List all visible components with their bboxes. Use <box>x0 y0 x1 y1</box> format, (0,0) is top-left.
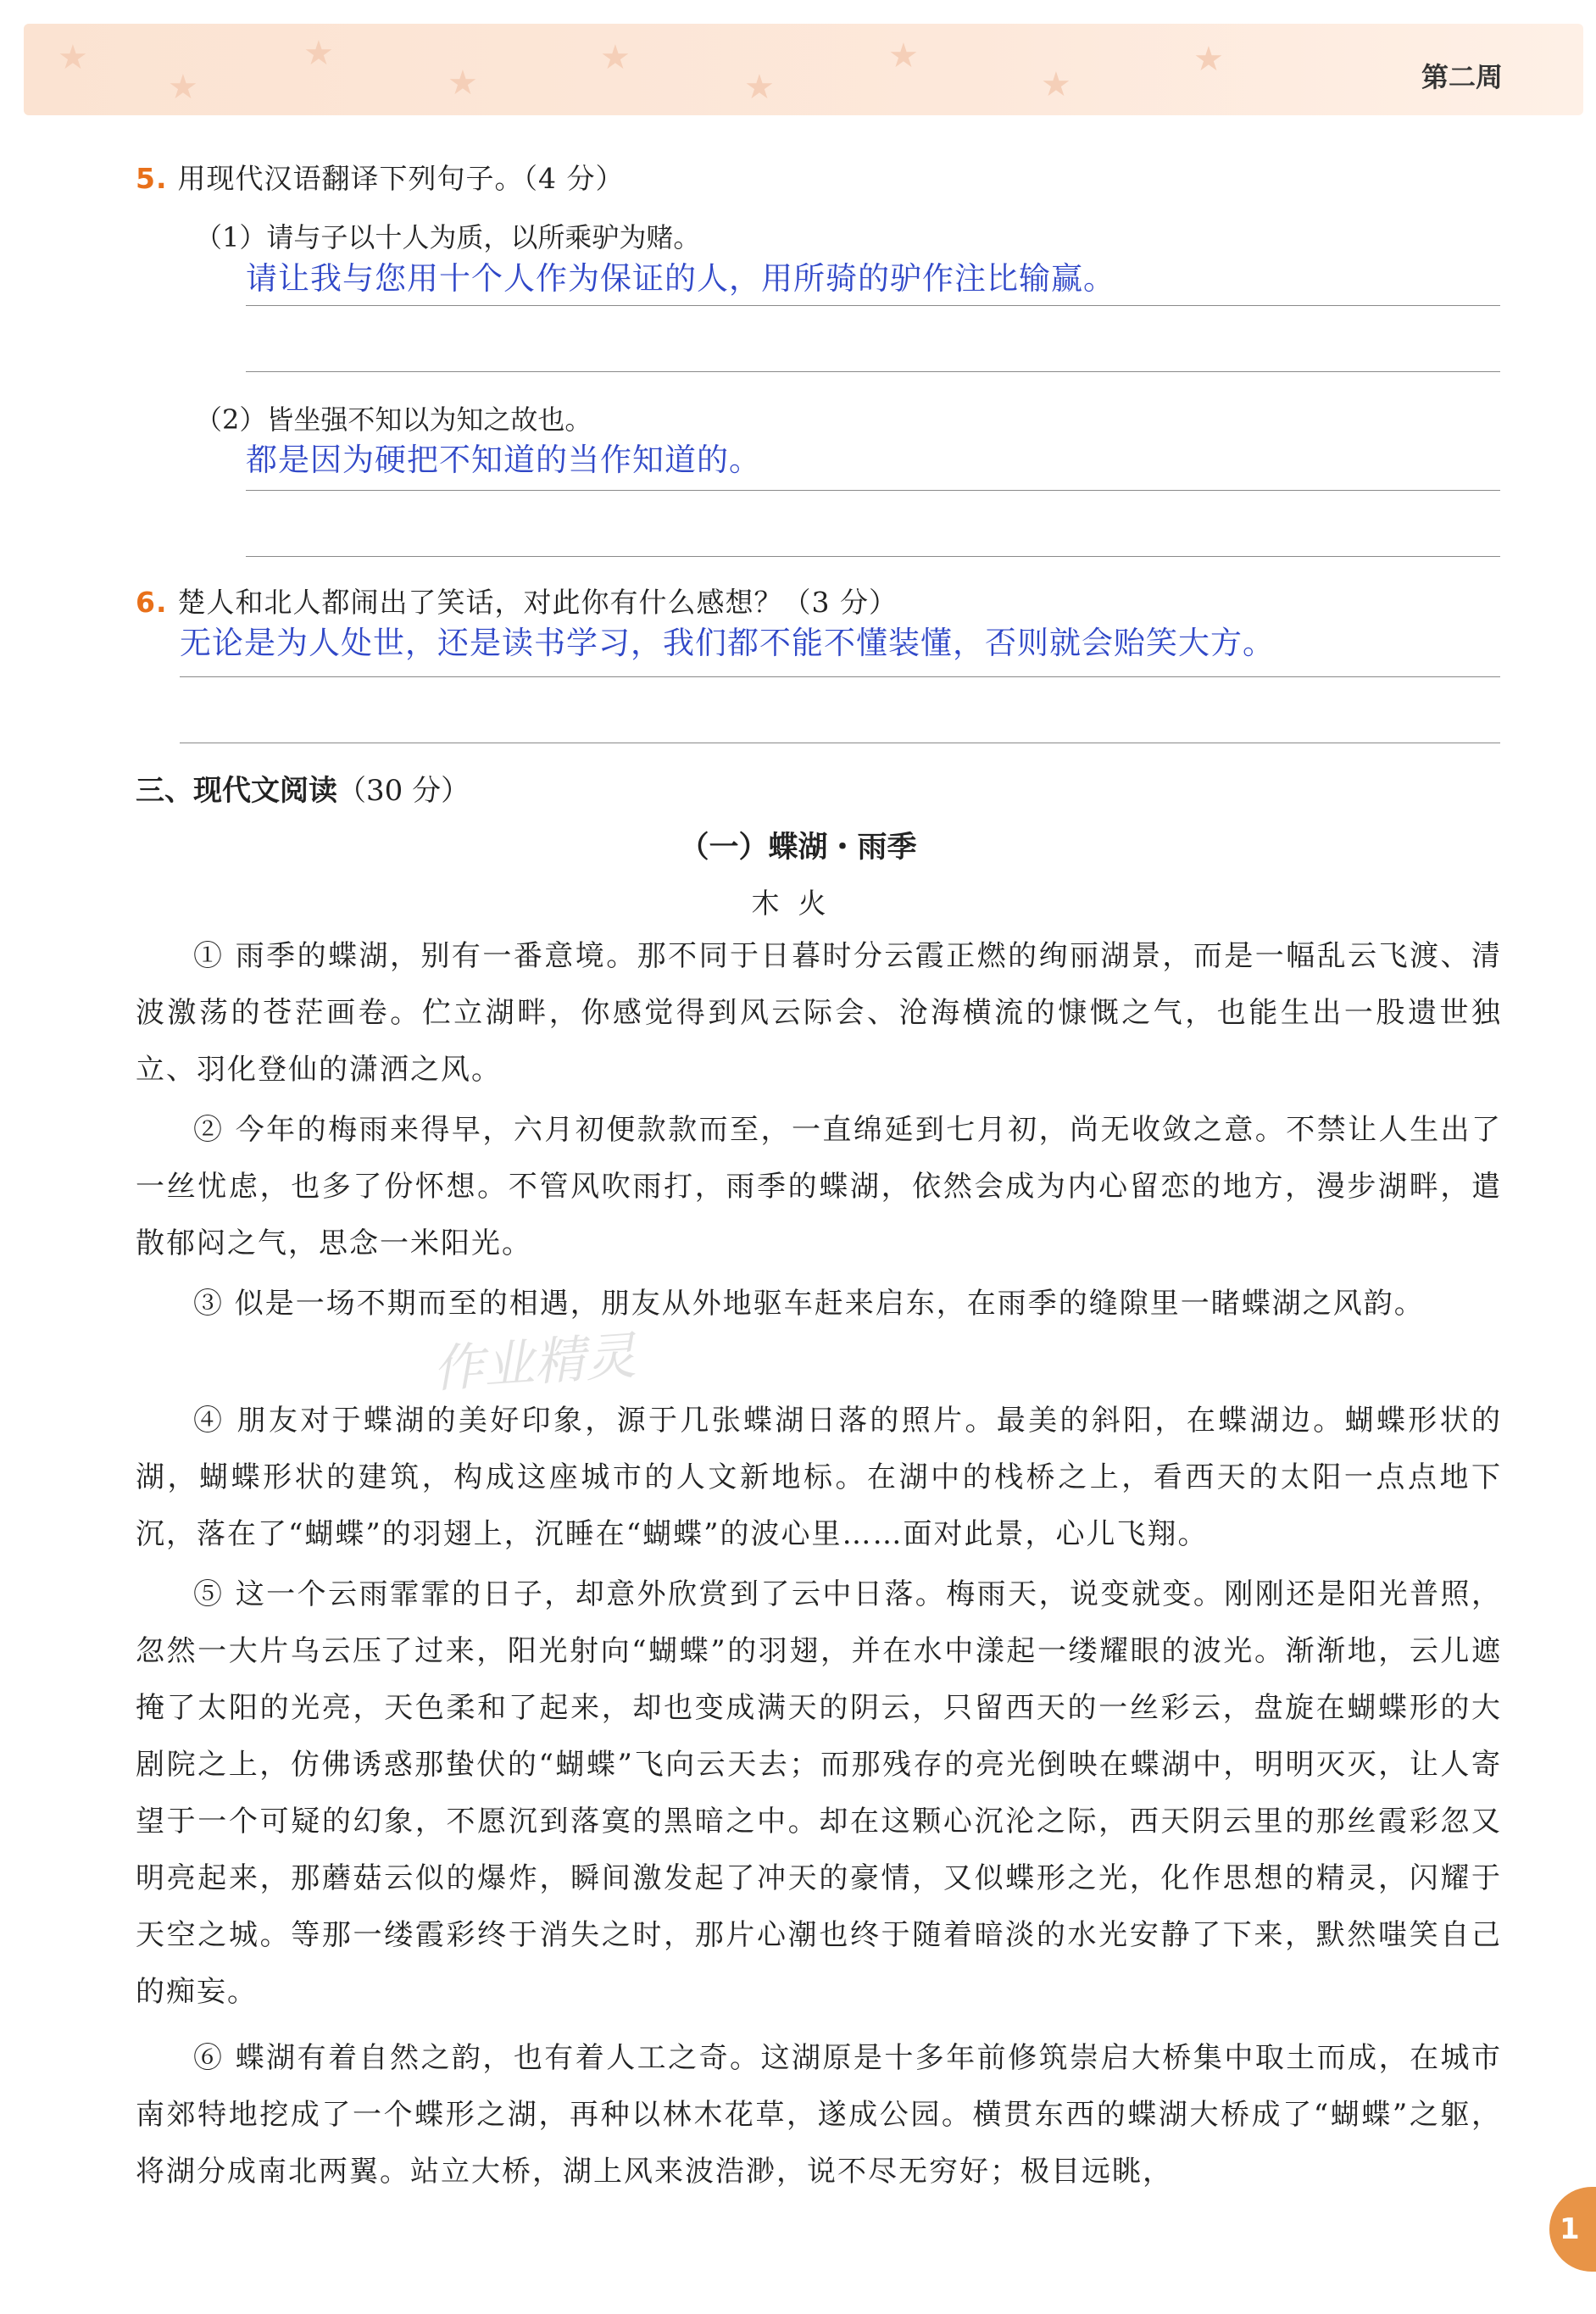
answer-text: 都是因为硬把不知道的当作知道的。 <box>246 442 761 478</box>
star-decoration: ★ <box>168 68 198 107</box>
sub-question-label: （1）请与子以十人为质，以所乘驴为赌。 <box>195 221 701 253</box>
star-decoration: ★ <box>744 68 775 107</box>
watermark: 作业精灵 <box>431 1326 638 1400</box>
star-decoration: ★ <box>448 64 478 103</box>
question-prompt: 楚人和北人都闹出了笑话，对此你有什么感想？（3 分） <box>177 586 898 619</box>
article-title: （一）蝶湖・雨季 <box>679 831 917 865</box>
question-prompt: 用现代汉语翻译下列句子。（4 分） <box>177 162 625 195</box>
answer-text: 无论是为人处世，还是读书学习，我们都不能不懂装懂，否则就会贻笑大方。 <box>180 625 1275 661</box>
answer-text: 请让我与您用十个人作为保证的人，用所骑的驴作注比输赢。 <box>246 260 1115 297</box>
star-decoration: ★ <box>58 38 88 77</box>
answer-line <box>246 371 1500 372</box>
paragraph: ④ 朋友对于蝶湖的美好印象，源于几张蝶湖日落的照片。最美的斜阳，在蝶湖边。蝴蝶形状的湖，蝴蝶形状的建筑，构成这座城市的人文新地标。在湖中的栈桥之上，看西天的太阳一点点地下沉，落在了“蝴蝶”的羽翅上，沉睡在“蝴蝶”的波心里……面对此景，心儿飞翔。 <box>136 1404 1502 1551</box>
star-decoration: ★ <box>1041 65 1071 104</box>
answer-line <box>180 676 1500 677</box>
page-number: 1 <box>1549 2187 1596 2272</box>
question-5 <box>136 157 625 197</box>
star-decoration: ★ <box>888 36 919 75</box>
star-decoration: ★ <box>600 38 631 77</box>
answer-line <box>246 490 1500 491</box>
question-number: 6. <box>136 586 168 619</box>
paragraph: ⑥ 蝶湖有着自然之韵，也有着人工之奇。这湖原是十多年前修筑崇启大桥集中取土而成，在城市南郊特地挖成了一个蝶形之湖，再种以林木花草，遂成公园。横贯东西的蝶湖大桥成了“蝴蝶”之躯，将湖分成南北两翼。站立大桥，湖上风来波浩渺，说不尽无穷好；极目远眺， <box>136 2041 1502 2189</box>
header-banner <box>24 24 1583 115</box>
question-number: 5. <box>136 162 168 195</box>
answer-line <box>246 305 1500 306</box>
paragraph: ⑤ 这一个云雨霏霏的日子，却意外欣赏到了云中日落。梅雨天，说变就变。刚刚还是阳光普照，忽然一大片乌云压了过来，阳光射向“蝴蝶”的羽翅，并在水中漾起一缕耀眼的波光。渐渐地，云儿遮掩了太阳的光亮，天色柔和了起来，却也变成满天的阴云，只留西天的一丝彩云，盘旋在蝴蝶形的大剧院之上，仿佛诱惑那蛰伏的“蝴蝶”飞向云天去；而那残存的亮光倒映在蝶湖中，明明灭灭，让人寄望于一个可疑的幻象，不愿沉到落寞的黑暗之中。却在这颗心沉沦之际，西天阴云里的那丝霞彩忽又明亮起来，那蘑菇云似的爆炸，瞬间激发起了冲天的豪情，又似蝶形之光，化作思想的精灵，闪耀于天空之城。等那一缕霞彩终于消失之时，那片心潮也终于随着暗淡的水光安静了下来，默然嗤笑自己的痴妄。 <box>136 1577 1502 2009</box>
question-6 <box>136 581 898 620</box>
paragraph: ② 今年的梅雨来得早，六月初便款款而至，一直绵延到七月初，尚无收敛之意。不禁让人生出了一丝忧虑，也多了份怀想。不管风吹雨打，雨季的蝶湖，依然会成为内心留恋的地方，漫步湖畔，遣散郁闷之气，思念一米阳光。 <box>136 1113 1502 1260</box>
section-label: 三、现代文阅读 <box>136 774 337 808</box>
article-author: 木火 <box>751 887 845 920</box>
answer-line <box>246 556 1500 557</box>
sub-question-label: （2）皆坐强不知以为知之故也。 <box>195 403 592 436</box>
section-heading <box>136 767 470 809</box>
star-decoration: ★ <box>303 34 334 73</box>
week-label: 第二周 <box>1421 61 1503 93</box>
paragraph: ③ 似是一场不期而至的相遇，朋友从外地驱车赶来启东，在雨季的缝隙里一睹蝶湖之风韵。 <box>193 1287 1425 1321</box>
paragraph: ① 雨季的蝶湖，别有一番意境。那不同于日暮时分云霞正燃的绚丽湖景，而是一幅乱云飞渡、清波激荡的苍茫画卷。伫立湖畔，你感觉得到风云际会、沧海横流的慷慨之气，也能生出一股遗世独立、羽化登仙的潇洒之风。 <box>136 939 1502 1087</box>
section-points: （30 分） <box>337 774 470 808</box>
star-decoration: ★ <box>1193 40 1224 79</box>
